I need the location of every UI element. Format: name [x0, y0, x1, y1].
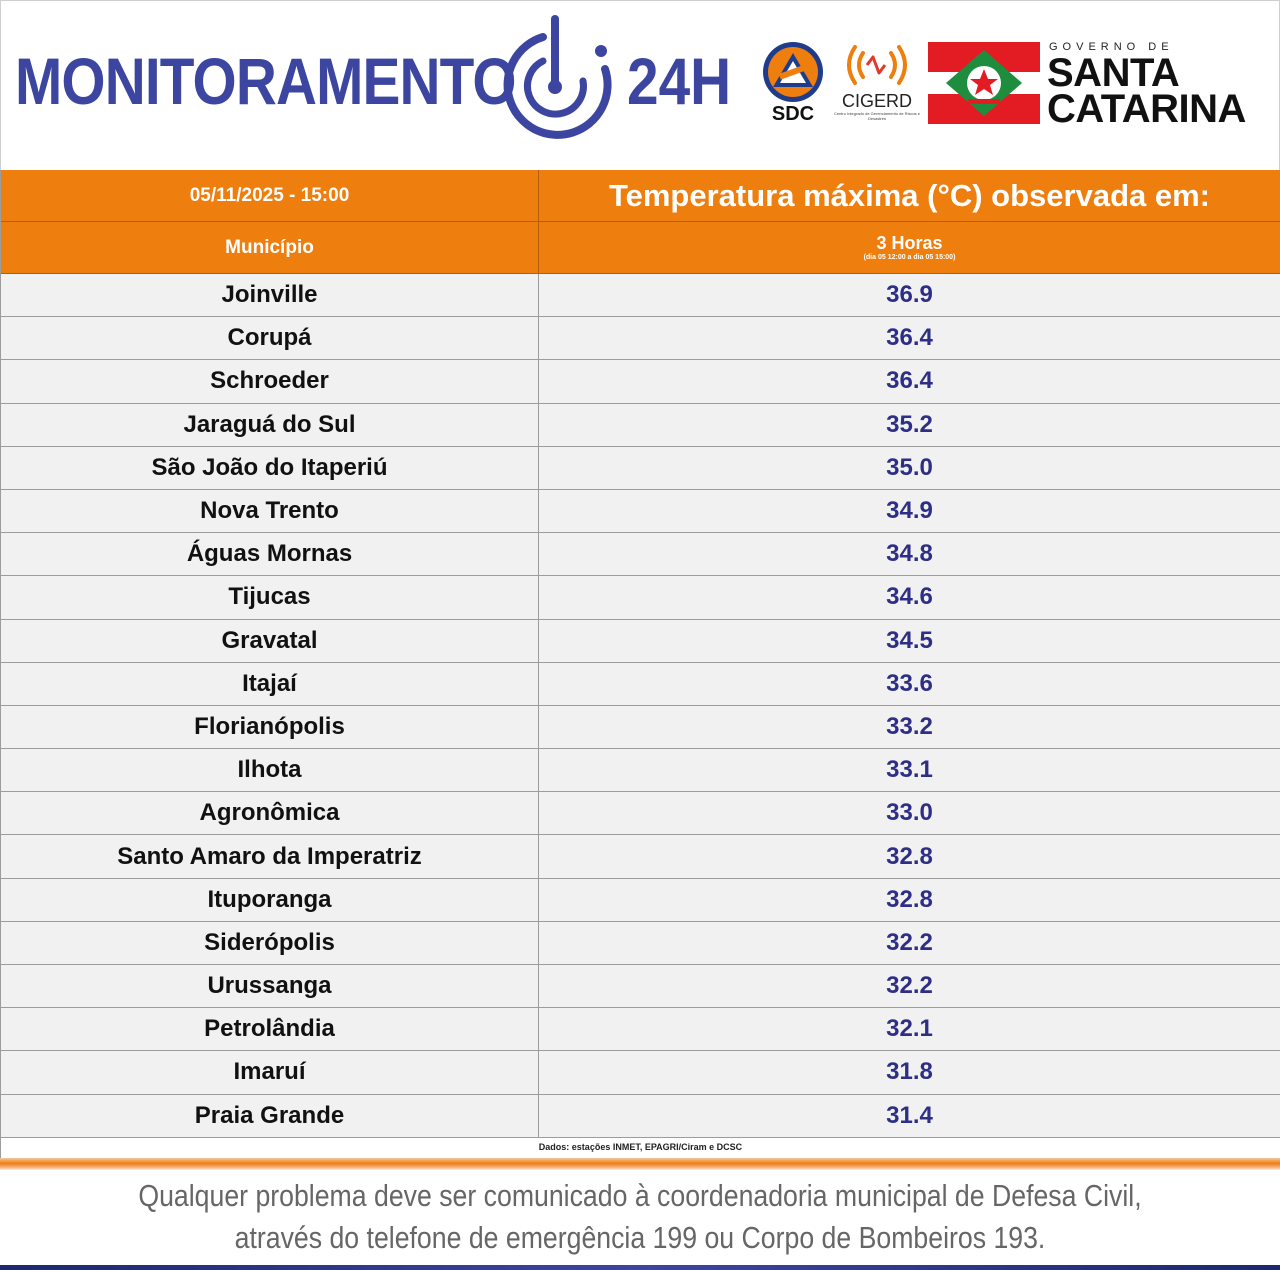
table-row [1, 835, 1280, 878]
period-range: (dia 05 12:00 a dia 05 15:00) [863, 254, 956, 261]
brand-title: MONITORAMENTO [15, 44, 516, 118]
temperature-cell: 36.9 [886, 281, 933, 309]
state-name-line1: SANTA [1047, 51, 1180, 95]
table-row [1, 1051, 1280, 1094]
monitoring-logo-icon [495, 13, 619, 143]
table-row [1, 490, 1280, 533]
municipio-cell: Santo Amaro da Imperatriz [1, 835, 539, 877]
orange-divider [0, 1158, 1280, 1170]
signal-waves-icon [833, 43, 921, 89]
table-title: Temperatura máxima (°C) observada em: [608, 177, 1211, 213]
temperature-cell: 36.4 [886, 367, 933, 395]
bottom-bar [0, 1265, 1280, 1270]
temperature-cell: 33.6 [886, 669, 933, 697]
temperature-cell: 33.1 [886, 756, 933, 784]
brand-24h: 24H [627, 44, 732, 118]
table-row [1, 404, 1280, 447]
municipio-cell: Águas Mornas [1, 533, 539, 575]
temperature-cell: 32.2 [886, 972, 933, 1000]
table-row [1, 1008, 1280, 1051]
temperature-cell: 32.1 [886, 1015, 933, 1043]
footer-line-1: Qualquer problema deve ser comunicado à coordenadoria municipal de Defesa Civil, [138, 1178, 1142, 1213]
table-row [1, 576, 1280, 619]
state-name-line2: CATARINA [1047, 87, 1246, 131]
column-header-period [539, 222, 1280, 273]
period-label: 3 Horas [876, 233, 943, 253]
municipio-cell: Tijucas [1, 576, 539, 618]
municipio-cell: Florianópolis [1, 706, 539, 748]
temperature-cell: 32.2 [886, 928, 933, 956]
temperature-cell: 33.2 [886, 712, 933, 740]
municipio-cell: Nova Trento [1, 490, 539, 532]
temperature-cell: 36.4 [886, 324, 933, 352]
table-row [1, 1095, 1280, 1138]
municipio-cell: Petrolândia [1, 1008, 539, 1050]
table-row [1, 663, 1280, 706]
municipio-cell: Jaraguá do Sul [1, 404, 539, 446]
data-source-note: Dados: estações INMET, EPAGRI/Ciram e DCSC [0, 1137, 1280, 1159]
table-header-row-1 [1, 170, 1280, 222]
municipio-cell: Gravatal [1, 620, 539, 662]
column-header-municipio: Município [1, 222, 539, 273]
table-body [1, 274, 1280, 1138]
municipio-cell: Imaruí [1, 1051, 539, 1093]
temperature-cell: 31.4 [886, 1101, 933, 1129]
table-header-row-2 [1, 222, 1280, 274]
municipio-cell: Corupá [1, 317, 539, 359]
municipio-cell: Urussanga [1, 965, 539, 1007]
sdc-label: SDC [771, 103, 815, 125]
footer-line-2: através do telefone de emergência 199 ou Corpo de Bombeiros 193. [234, 1220, 1046, 1255]
cigerd-logo [833, 43, 921, 127]
temperature-cell: 34.8 [886, 540, 933, 568]
temperature-table [0, 170, 1280, 1138]
sdc-emblem-icon [761, 41, 825, 103]
report-date: 05/11/2025 - 15:00 [1, 170, 539, 221]
table-row [1, 533, 1280, 576]
temperature-cell: 34.9 [886, 497, 933, 525]
table-row [1, 317, 1280, 360]
municipio-cell: Itajaí [1, 663, 539, 705]
temperature-cell: 32.8 [886, 842, 933, 870]
footer-notice [0, 1170, 1280, 1270]
temperature-cell: 34.5 [886, 626, 933, 654]
santa-catarina-flag-icon [928, 42, 1040, 124]
table-row [1, 274, 1280, 317]
table-row [1, 620, 1280, 663]
table-row [1, 447, 1280, 490]
cigerd-subtitle: Centro Integrado de Gerenciamento de Riscos e Desastres [833, 111, 921, 121]
table-row [1, 792, 1280, 835]
municipio-cell: Joinville [1, 274, 539, 316]
table-row [1, 879, 1280, 922]
municipio-cell: Schroeder [1, 360, 539, 402]
temperature-cell: 35.0 [886, 453, 933, 481]
municipio-cell: Agronômica [1, 792, 539, 834]
table-row [1, 965, 1280, 1008]
table-row [1, 706, 1280, 749]
temperature-cell: 34.6 [886, 583, 933, 611]
cigerd-label: CIGERD [841, 91, 912, 111]
sdc-logo [761, 41, 825, 127]
temperature-cell: 35.2 [886, 410, 933, 438]
government-label: GOVERNO DE [1049, 41, 1174, 53]
header-banner [0, 0, 1280, 170]
table-row [1, 360, 1280, 403]
temperature-cell: 31.8 [886, 1058, 933, 1086]
municipio-cell: São João do Itaperiú [1, 447, 539, 489]
temperature-cell: 32.8 [886, 885, 933, 913]
municipio-cell: Siderópolis [1, 922, 539, 964]
table-row [1, 749, 1280, 792]
temperature-cell: 33.0 [886, 799, 933, 827]
municipio-cell: Praia Grande [1, 1095, 539, 1137]
municipio-cell: Ilhota [1, 749, 539, 791]
table-row [1, 922, 1280, 965]
municipio-cell: Ituporanga [1, 879, 539, 921]
